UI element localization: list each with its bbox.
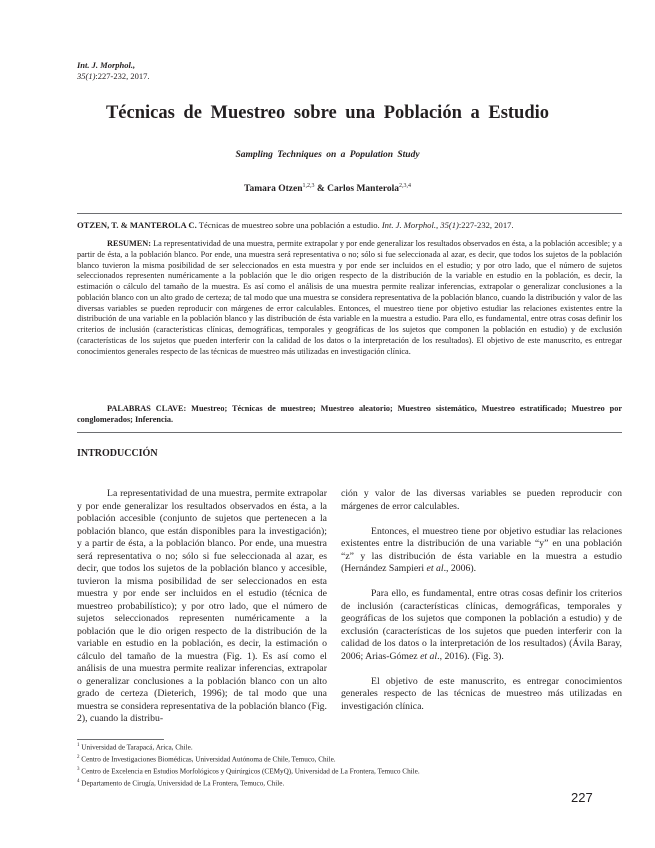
author-2: Carlos Manterola (327, 184, 400, 195)
author-1-affiliations: 1,2,3 (302, 183, 315, 189)
article-subtitle: Sampling Techniques on a Population Study (235, 150, 420, 160)
abstract (77, 239, 622, 357)
footnote-marker: 2 (77, 754, 80, 760)
abstract-label: RESUMEN: (107, 239, 152, 248)
citation-line (77, 220, 622, 230)
footnote-marker: 1 (77, 743, 80, 748)
et-al: et al (426, 563, 444, 574)
paragraph (341, 526, 622, 576)
paragraph-text: Para ello, es fundamental, entre otras cosas definir los criterios de inclusión (características clínicas, demográficas, temporales y geográficas de los sujetos que componen la población a estudio) y de exclusión (características de los sujetos que pueden interferir con la calidad de los datos o la interpretación de los resultados) (Ávila Baray, 2006; Arias-Gómez (341, 588, 622, 662)
journal-header (77, 60, 150, 82)
keywords (77, 404, 622, 426)
footnote-marker: 3 (77, 766, 80, 772)
author-1: Tamara Otzen (243, 184, 303, 195)
footnote-text: Universidad de Tarapacá, Arica, Chile. (79, 743, 193, 752)
journal-name: Int. J. Morphol., (77, 60, 136, 70)
paragraph: La representatividad de una muestra, permite extrapolar y por ende generalizar los resultados observados en ésta, a la población accesible (conjunto de sujetos que pertenecen a la población blanco, que están disponibles para la investigación); y a partir de ésta, a la población blanco. Por ende, una muestra será representativa o no; sólo si fue seleccionada al azar, es decir, que todos los sujetos de la población blanco y accesible, tuvieron la misma posibilidad de ser seleccionados en esta muestra y por ende ser incluidos en el estudio (técnica de muestreo probabilístico); y por otro lado, que el número de sujetos seleccionados representen numéricamente a la población que le dio origen respecto de la distribución de la variable en estudio en la población, es decir, la estimación o cálculo del tamaño de la muestra (Fig. 1). Es así como el análisis de una muestra permite realizar inferencias, extrapolar o generalizar conclusiones a la población blanco con un alto grado de certeza (Dieterich, 1996); de tal modo que una muestra se considera representativa de la población blanco (Fig. 2), cuando la distribu- (77, 488, 327, 724)
paragraph (341, 588, 622, 663)
footnote-text: Centro de Excelencia en Estudios Morfológicos y Quirúrgicos (CEMyQ), Universidad de La Frontera, Temuco Chile. (79, 767, 420, 776)
footnote-marker: 4 (77, 778, 80, 784)
paragraph: El objetivo de este manuscrito, es entregar conocimientos generales respecto de las técnicas de muestreo más utilizadas en investigación clínica. (341, 675, 622, 712)
page-number: 227 (571, 790, 593, 805)
author-separator: & (314, 184, 328, 195)
body-column-left (77, 488, 327, 726)
footnote-text: Departamento de Cirugía, Universidad de La Frontera, Temuco, Chile. (79, 779, 285, 788)
keywords-rule (77, 432, 622, 433)
citation-pages: :227-232, 2017. (458, 220, 514, 230)
top-rule (77, 213, 622, 214)
journal-pages: :227-232, 2017. (95, 71, 150, 81)
footnote (77, 753, 622, 765)
article-title: Técnicas de Muestreo sobre una Población a Estudio (105, 103, 550, 123)
keywords-label: PALABRAS CLAVE: (107, 404, 187, 413)
author-2-affiliations: 2,3,4 (399, 183, 412, 189)
paragraph-text: Entonces, el muestreo tiene por objetivo estudiar las relaciones existentes entre la distribución de una variable “y” en una población “z” y las distribución de ésta variable en la muestra a estudio (Hernández Sampieri (341, 525, 622, 574)
footnote-rule (77, 739, 164, 740)
section-heading: INTRODUCCIÓN (77, 448, 158, 459)
author-line (0, 183, 655, 194)
paragraph: ción y valor de las diversas variables se pueden reproducir con márgenes de error calculables. (341, 488, 622, 512)
body-column-right (341, 488, 622, 713)
footnotes (77, 741, 622, 789)
citation-title: Técnicas de muestreo sobre una población a estudio. (196, 220, 382, 230)
abstract-text: La representatividad de una muestra, permite extrapolar y por ende generalizar los resultados observados en ésta, a la población accesible; y a partir de ésta, a la población blanco. Por ende, una muestra será representativa o no; sólo si fue seleccionada al azar, es decir, que todos los sujetos de la población blanco tuvieron la misma posibilidad de ser seleccionados en esta muestra y por ende ser incluidos en el estudio; y por otro lado, que el número de sujetos seleccionados representen numéricamente a la población que le dio origen respecto de la distribución de la variable en estudio en la población, es decir, la estimación o cálculo del tamaño de la muestra. Es así como el análisis de una muestra permite realizar inferencias, extrapolar o generalizar conclusiones a la población blanco con un alto grado de certeza; de tal modo que una muestra se considera representativa de la población blanco, cuando la distribución y valor de las diversas variables se pueden reproducir con márgenes de error calculables. Entonces, el muestreo tiene por objetivo estudiar las relaciones existentes entre la distribución de una variable en la población blanco y las distribución de ésta variable en la muestra a estudio. Para ello, es fundamental, entre otras cosas definir los criterios de inclusión (características clínicas, demográficas, temporales y geográficas de los sujetos que componen la población en estudio) y de exclusión (características de los sujetos que pueden interferir con la calidad de los datos o la interpretación de los resultados). El objetivo de este manuscrito, es entregar conocimientos generales respecto de las técnicas de muestreo más utilizadas en investigación clínica. (77, 239, 622, 356)
et-al: et al (420, 650, 438, 662)
citation-journal: Int. J. Morphol., 35(1) (381, 220, 459, 230)
keywords-text: Muestreo; Técnicas de muestreo; Muestreo aleatorio; Muestreo sistemático, Muestreo estratificado; Muestreo por conglomerados; Inferencia. (77, 404, 622, 424)
footnote-text: Centro de Investigaciones Biomédicas, Universidad Autónoma de Chile, Temuco, Chile. (79, 755, 336, 764)
footnote (77, 741, 622, 753)
footnote (77, 765, 622, 777)
footnote (77, 777, 622, 789)
citation-authors: OTZEN, T. & MANTEROLA C. (77, 220, 197, 230)
paragraph-text-end: ., 2006). (443, 563, 477, 574)
journal-volume: 35(1) (77, 71, 96, 81)
paragraph-text-end: ., 2016). (Fig. 3). (437, 650, 504, 662)
